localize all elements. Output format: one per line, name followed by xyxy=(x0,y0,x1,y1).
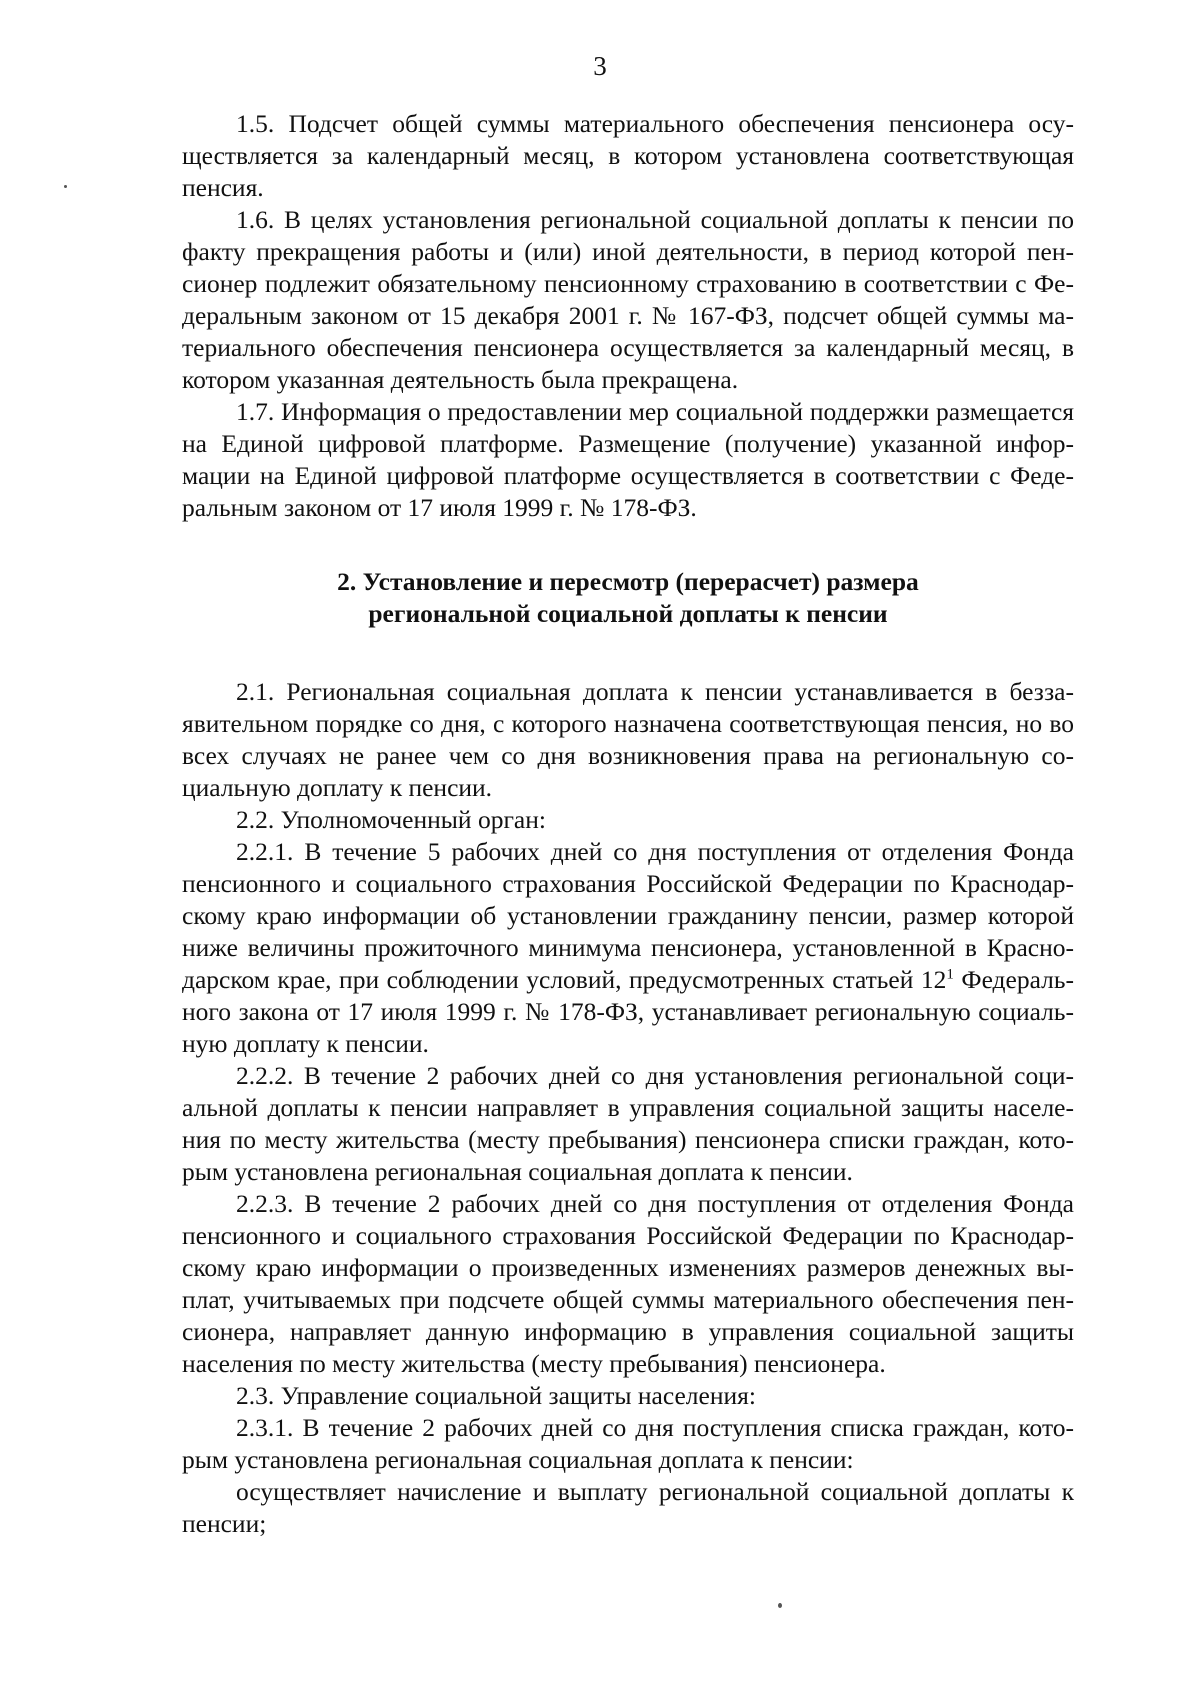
paragraph-2-3-1: 2.3.1. В течение 2 рабочих дней со дня поступления списка граждан, которым установлена региональная социальная доплата к пенсии: xyxy=(182,1413,1074,1474)
paragraph-2-2-1-text-end: Федерального закона от 17 июля 1999 г. № 178-ФЗ, устанавливает региональную социальную доплату к пенсии. xyxy=(182,965,1074,1058)
section-2-heading-line-2: региональной социальной доплаты к пенсии xyxy=(368,599,888,628)
paragraph-2-1: 2.1. Региональная социальная доплата к пенсии устанавливается в беззаявительном порядке со дня, с которого назначена соответствующая пенсия, но во всех случаях не ранее чем со дня возникновения права на региональную социальную доплату к пенсии. xyxy=(182,677,1074,802)
paragraph-accrual: осуществляет начисление и выплату региональной социальной доплаты к пенсии; xyxy=(182,1477,1074,1538)
paragraph-1-7: 1.7. Информация о предоставлении мер социальной поддержки размещается на Единой цифровой платформе. Размещение (получение) указанной информации на Единой цифровой платформе осуществляется в соответствии с Федеральным законом от 17 июля 1999 г. № 178-ФЗ. xyxy=(182,397,1074,522)
paragraph-2-2: 2.2. Уполномоченный орган: xyxy=(236,805,546,834)
paragraph-2-2-1 xyxy=(182,836,1074,1060)
paragraph-1-6: 1.6. В целях установления региональной социальной доплаты к пенсии по факту прекращения работы и (или) иной деятельности, в период которой пенсионер подлежит обязательному пенсионному страхованию в соответствии с Федеральным законом от 15 декабря 2001 г. № 167-ФЗ, подсчет общей суммы материального обеспечения пенсионера осуществляется за календарный месяц, в котором указанная деятельность была прекращена. xyxy=(182,205,1074,394)
section-2-heading-line-1: 2. Установление и пересмотр (перерасчет) размера xyxy=(337,567,919,596)
scan-speck xyxy=(64,185,67,188)
paragraph-2-2-3: 2.2.3. В течение 2 рабочих дней со дня поступления от отделения Фонда пенсионного и социального страхования Российской Федерации по Краснодарскому краю информации о произведенных изменениях размеров денежных выплат, учитываемых при подсчете общей суммы материального обеспечения пенсионера, направляет данную информацию в управления социальной защиты населения по месту жительства (месту пребывания) пенсионера. xyxy=(182,1189,1074,1378)
paragraph-2-2-1-text-start: 2.2.1. В течение 5 рабочих дней со дня поступления от отделения Фонда пенсионного и социального страхования Российской Федерации по Краснодарскому краю информации об установлении гражданину пенсии, размер которой ниже величины прожиточного минимума пенсионера, установленной в Краснодарском крае, при соблюдении условий, предусмотренных статьей 12 xyxy=(182,837,1074,994)
scan-speck xyxy=(778,1603,782,1608)
page-number: 3 xyxy=(593,51,607,81)
document-body xyxy=(182,108,1074,1540)
paragraph-2-3: 2.3. Управление социальной защиты населения: xyxy=(236,1381,756,1410)
section-2-heading xyxy=(182,566,1074,630)
paragraph-1-5: 1.5. Подсчет общей суммы материального обеспечения пенсионера осуществляется за календарный месяц, в котором установлена соответствующая пенсия. xyxy=(182,109,1074,202)
paragraph-2-2-2: 2.2.2. В течение 2 рабочих дней со дня установления региональной социальной доплаты к пенсии направляет в управления социальной защиты населения по месту жительства (месту пребывания) пенсионера списки граждан, которым установлена региональная социальная доплата к пенсии. xyxy=(182,1061,1074,1186)
article-superscript: 1 xyxy=(946,966,954,983)
